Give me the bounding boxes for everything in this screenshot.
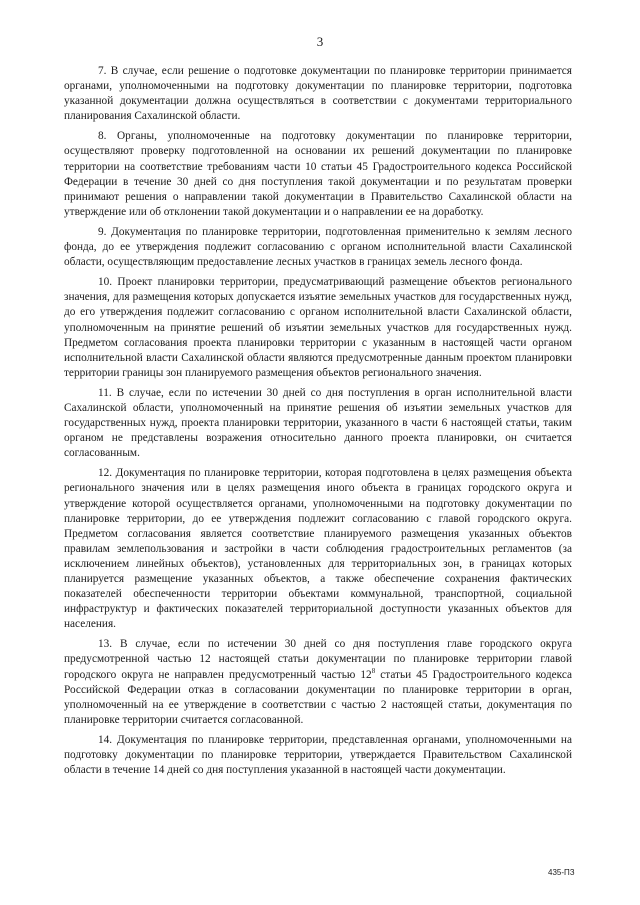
paragraph-10: 10. Проект планировки территории, предусматривающий размещение объектов регионального значения, для размещения которых допускается изъятие земельных участков для государственных нужд, до его утверждения подлежит согласованию с органом исполнительной власти Сахалинской области, уполномоченным на принятие решений об изъятии земельных участков для государственных нужд. Предметом согласования проекта планировки территории с указанным в настоящей части органом исполнительной власти Сахалинской области являются предусмотренные данным проектом планировки территории границы зон планируемого размещения объектов регионального значения. [64,276,572,379]
paragraph-11: 11. В случае, если по истечении 30 дней со дня поступления в орган исполнительной власти Сахалинской области, уполномоченный на принятие решения об изъятии земельных участков для государственных нужд, проекта планировки территории, указанного в части 6 настоящей статьи, таким органом не представлены возражения относительно данного проекта планировки, он считается согласованным. [64,386,572,460]
paragraph-13 [64,637,572,728]
document-code: 435-ПЗ [548,868,575,877]
paragraph-14: 14. Документация по планировке территории, представленная органами, уполномоченными на подготовку документации по планировке территории, утверждается Правительством Сахалинской области в течение 14 дней со дня поступления указанной в настоящей части документации. [64,733,572,777]
paragraph-12: 12. Документация по планировке территории, которая подготовлена в целях размещения объекта регионального значения или в целях размещения иного объекта в границах городского округа и утверждение которой осуществляется органами, уполномоченными на подготовку документации по планировке территории, до ее утверждения подлежит согласованию с главой городского округа. Предметом согласования является соответствие планируемого размещения указанных объектов правилам землепользования и застройки в части соблюдения градостроительных регламентов (за исключением линейных объектов), установленных для территориальных зон, в границах которых планируется размещение указанных объектов, а также обеспечение сохранения фактических показателей обеспеченности территории объектами коммунальной, транспортной, социальной инфраструктур и фактических показателей территориальной доступности указанных объектов для населения. [64,467,572,631]
paragraph-9: 9. Документация по планировке территории, подготовленная применительно к землям лесного фонда, до ее утверждения подлежит согласованию с органом исполнительной власти Сахалинской области, осуществляющим предоставление лесных участков в границах земель лесного фонда. [64,225,572,269]
paragraph-13-text-after: статьи 45 Градостроительного кодекса Российской Федерации отказ в согласовании документации по планировке территории в орган, уполномоченный на ее утверждение в соответствии с частью 2 настоящей статьи, документация по планировке территории считается согласованной. [64,668,573,726]
paragraph-7: 7. В случае, если решение о подготовке документации по планировке территории принимается органами, уполномоченными на подготовку документации по планировке территории, подготовка указанной документации должна осуществляться в соответствии с документами территориального планирования Сахалинской области. [64,65,572,123]
paragraph-13-superscript: 8 [371,666,376,675]
paragraph-13-text-before: 13. В случае, если по истечении 30 дней со дня поступления главе городского округа предусмотренной частью 12 настоящей статьи документации по планировке территории главой городского округа не направлен предусмотренный частью 12 [64,638,572,681]
page-number: 3 [316,34,324,49]
document-body [64,64,572,783]
paragraph-8: 8. Органы, уполномоченные на подготовку документации по планировке территории, осуществляют проверку подготовленной на основании их решений документации по планировке территории на соответствие требованиям части 10 статьи 45 Градостроительного кодекса Российской Федерации в течение 30 дней со дня поступления такой документации и по результатам проверки принимают решения о направлении такой документации в Правительство Сахалинской области на утверждение или об отклонении такой документации и о направлении ее на доработку. [64,130,572,218]
